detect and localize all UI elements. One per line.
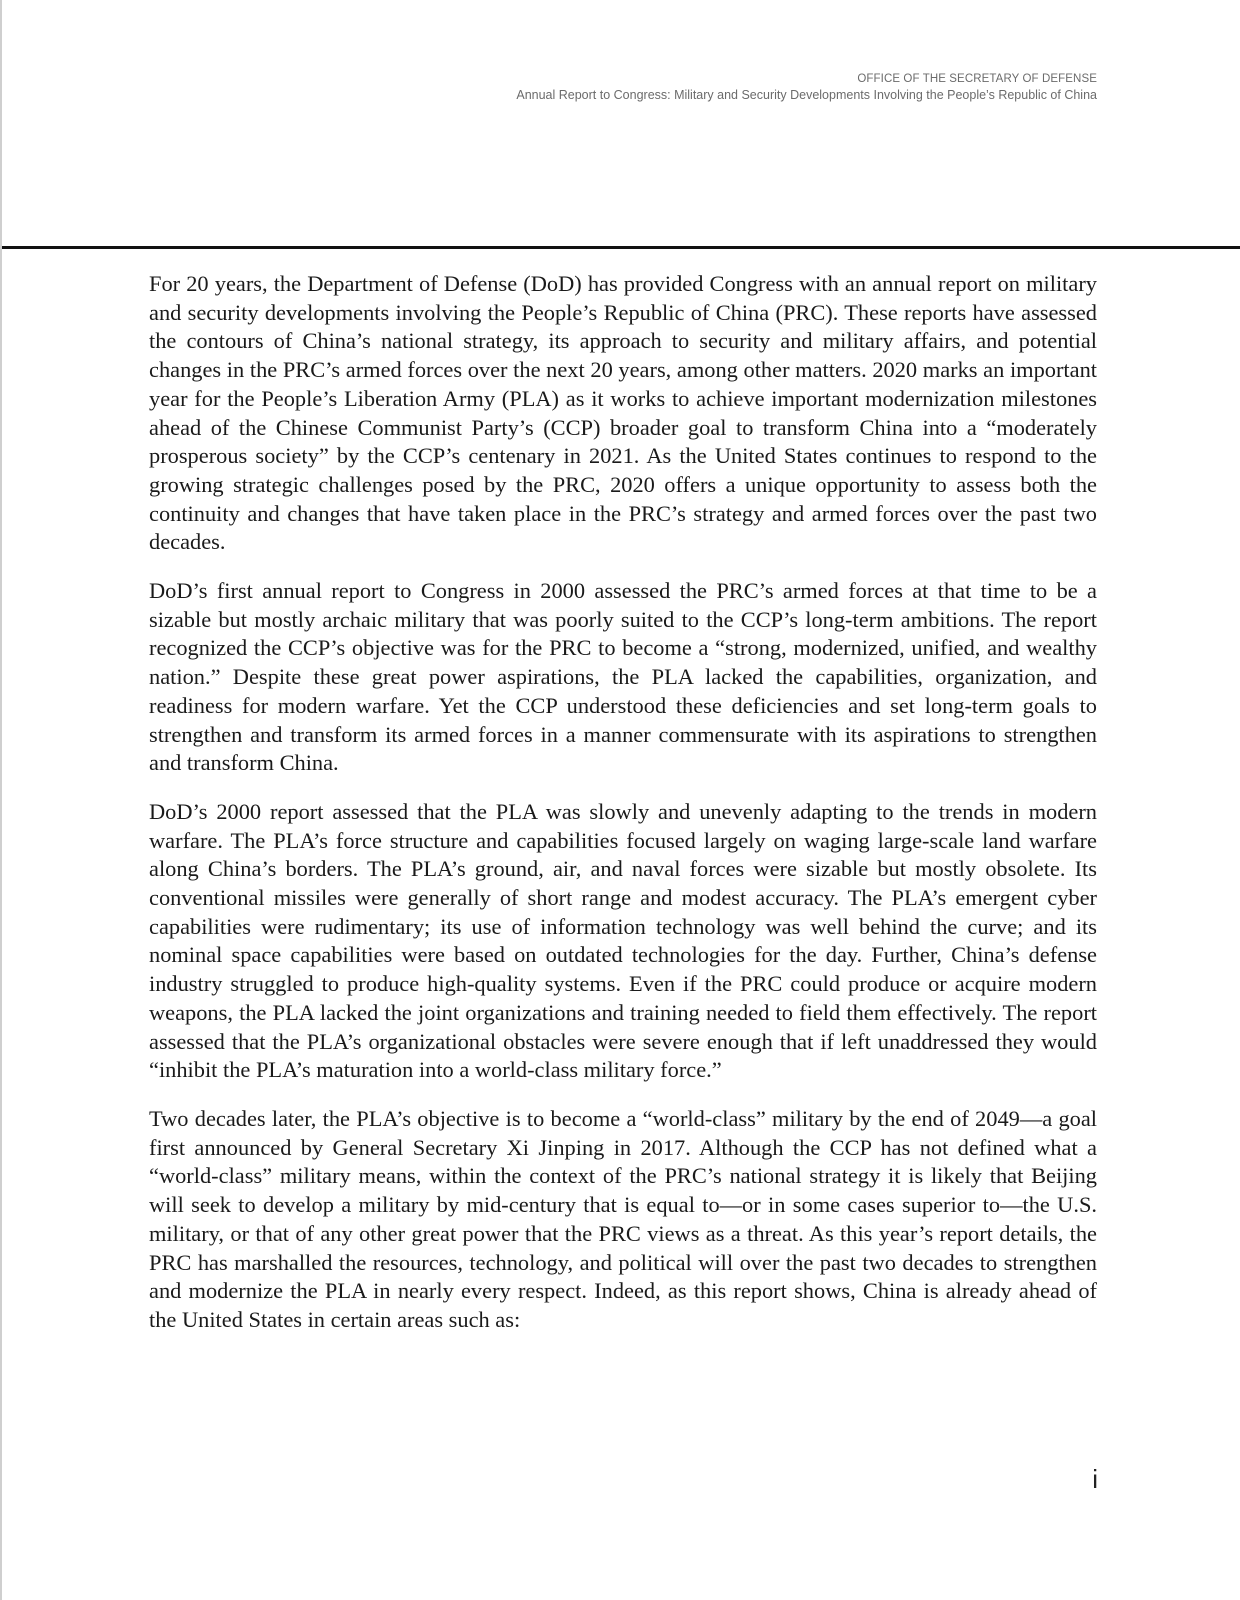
header-divider [2, 246, 1240, 249]
header-office: OFFICE OF THE SECRETARY OF DEFENSE [857, 73, 1097, 85]
page-number: i [1092, 1464, 1098, 1494]
paragraph: DoD’s 2000 report assessed that the PLA was slowly and unevenly adapting to the trends in modern warfare. The PLA’s force structure and capabilities focused largely on waging large-scale land warfare along China’s borders. The PLA’s ground, air, and naval forces were sizable but mostly obsolete. Its conventional missiles were generally of short range and modest accuracy. The PLA’s emergent cyber capabilities were rudimentary; its use of information technology was well behind the curve; and its nominal space capabilities were based on outdated technologies for the day. Further, China’s defense industry struggled to produce high-quality systems. Even if the PRC could produce or acquire modern weapons, the PLA lacked the joint organizations and training needed to field them effectively. The report assessed that the PLA’s organizational obstacles were severe enough that if left unaddressed they would “inhibit the PLA’s maturation into a world-class military force.” [149, 798, 1097, 1083]
paragraph: DoD’s first annual report to Congress in 2000 assessed the PRC’s armed forces at that time to be a sizable but mostly archaic military that was poorly suited to the CCP’s long-term ambitions. The report recognized the CCP’s objective was for the PRC to become a “strong, modernized, unified, and wealthy nation.” Despite these great power aspirations, the PLA lacked the capabilities, organization, and readiness for modern warfare. Yet the CCP understood these deficiencies and set long-term goals to strengthen and transform its armed forces in a manner commensurate with its aspirations to strengthen and transform China. [149, 578, 1097, 776]
body-text [149, 270, 1097, 1355]
header-report-title: Annual Report to Congress: Military and Security Developments Involving the People’s Republic of China [516, 88, 1097, 102]
running-header [516, 71, 1097, 103]
paragraph: For 20 years, the Department of Defense (DoD) has provided Congress with an annual report on military and security developments involving the People’s Republic of China (PRC). These reports have assessed the contours of China’s national strategy, its approach to security and military affairs, and potential changes in the PRC’s armed forces over the next 20 years, among other matters. 2020 marks an important year for the People’s Liberation Army (PLA) as it works to achieve important modernization milestones ahead of the Chinese Communist Party’s (CCP) broader goal to transform China into a “moderately prosperous society” by the CCP’s centenary in 2021. As the United States continues to respond to the growing strategic challenges posed by the PRC, 2020 offers a unique opportunity to assess both the continuity and changes that have taken place in the PRC’s strategy and armed forces over the past two decades. [149, 271, 1097, 555]
paragraph: Two decades later, the PLA’s objective is to become a “world-class” military by the end of 2049—a goal first announced by General Secretary Xi Jinping in 2017. Although the CCP has not defined what a “world-class” military means, within the context of the PRC’s national strategy it is likely that Beijing will seek to develop a military by mid-century that is equal to—or in some cases superior to—the U.S. military, or that of any other great power that the PRC views as a threat. As this year’s report details, the PRC has marshalled the resources, technology, and political will over the past two decades to strengthen and modernize the PLA in nearly every respect. Indeed, as this report shows, China is already ahead of the United States in certain areas such as: [149, 1105, 1097, 1332]
